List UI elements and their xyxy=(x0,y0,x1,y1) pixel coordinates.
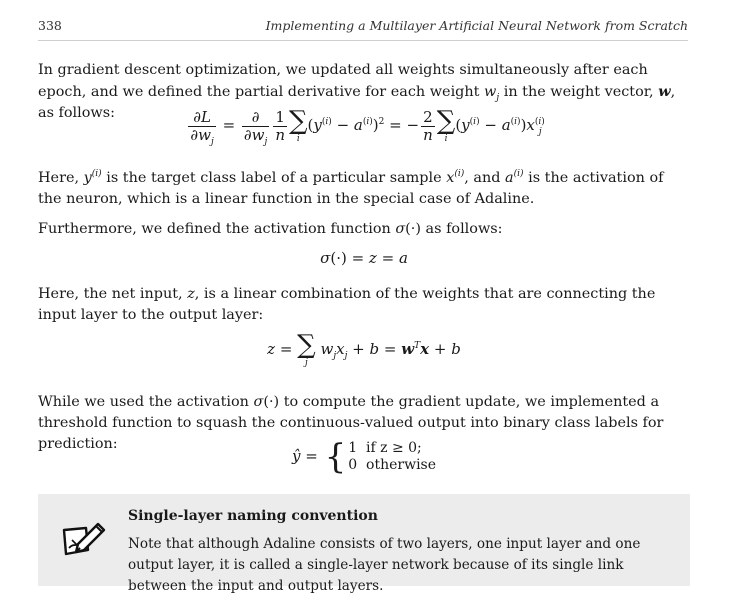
equation-partial-derivative: $\frac{\partial L}{\partial w_j}$ = $\frac{\partial}{\partial w_j}$ $\frac{1}{n}$ ∑ i $(y^{(i)} - a^{(i)})^2$ = − $\frac{2}{n}$ ∑ i $(y^{(i)} - a^{(i)})x^{(i)}_j$ xyxy=(190,106,545,147)
math-weight-vector: w xyxy=(658,83,671,100)
note-box xyxy=(38,494,690,594)
header-rule xyxy=(38,40,688,41)
equation-net-input: z = ∑ j $w_jx_j + b = w^Tx + b$ xyxy=(267,330,461,368)
page-header xyxy=(38,14,688,36)
pen-and-notepad-icon xyxy=(58,518,108,562)
paragraph-threshold: While we used the activation σ(·) to compute the gradient update, we implemented a threshold function to squash the continuous-valued output into binary class labels for prediction: xyxy=(38,394,664,452)
equation-threshold: ŷ = { 1 if z ≥ 0; 0 otherwise xyxy=(291,437,437,477)
note-body: Note that although Adaline consists of two layers, one input layer and one output layer, it is called a single-layer network because of its single link between the input and output layers. xyxy=(128,536,641,594)
note-title: Single-layer naming convention xyxy=(128,508,378,524)
paragraph-gradient-descent: In gradient descent optimization, we updated all weights simultaneously after each epoch, and we defined the partial derivative for each weight $w_j$ in the weight vector, w, as follows: xyxy=(38,62,676,121)
running-title: Implementing a Multilayer Artificial Neural Network from Scratch xyxy=(265,18,688,33)
page-number: 338 xyxy=(38,18,62,33)
equation-activation: σ(·) = z = a xyxy=(320,249,408,267)
paragraph-target-label: Here, $y^{(i)}$ is the target class label of a particular sample $x^{(i)}$, and $a^{(i)}$ is the activation of the neuron, which is a linear function in the special case of Adaline. xyxy=(38,169,664,207)
paragraph-activation: Furthermore, we defined the activation function σ(·) as follows: xyxy=(38,221,503,237)
paragraph-net-input: Here, the net input, z, is a linear combination of the weights that are connecting the input layer to the output layer: xyxy=(38,286,656,323)
math-weight-wj: $w_j$ xyxy=(484,84,500,103)
